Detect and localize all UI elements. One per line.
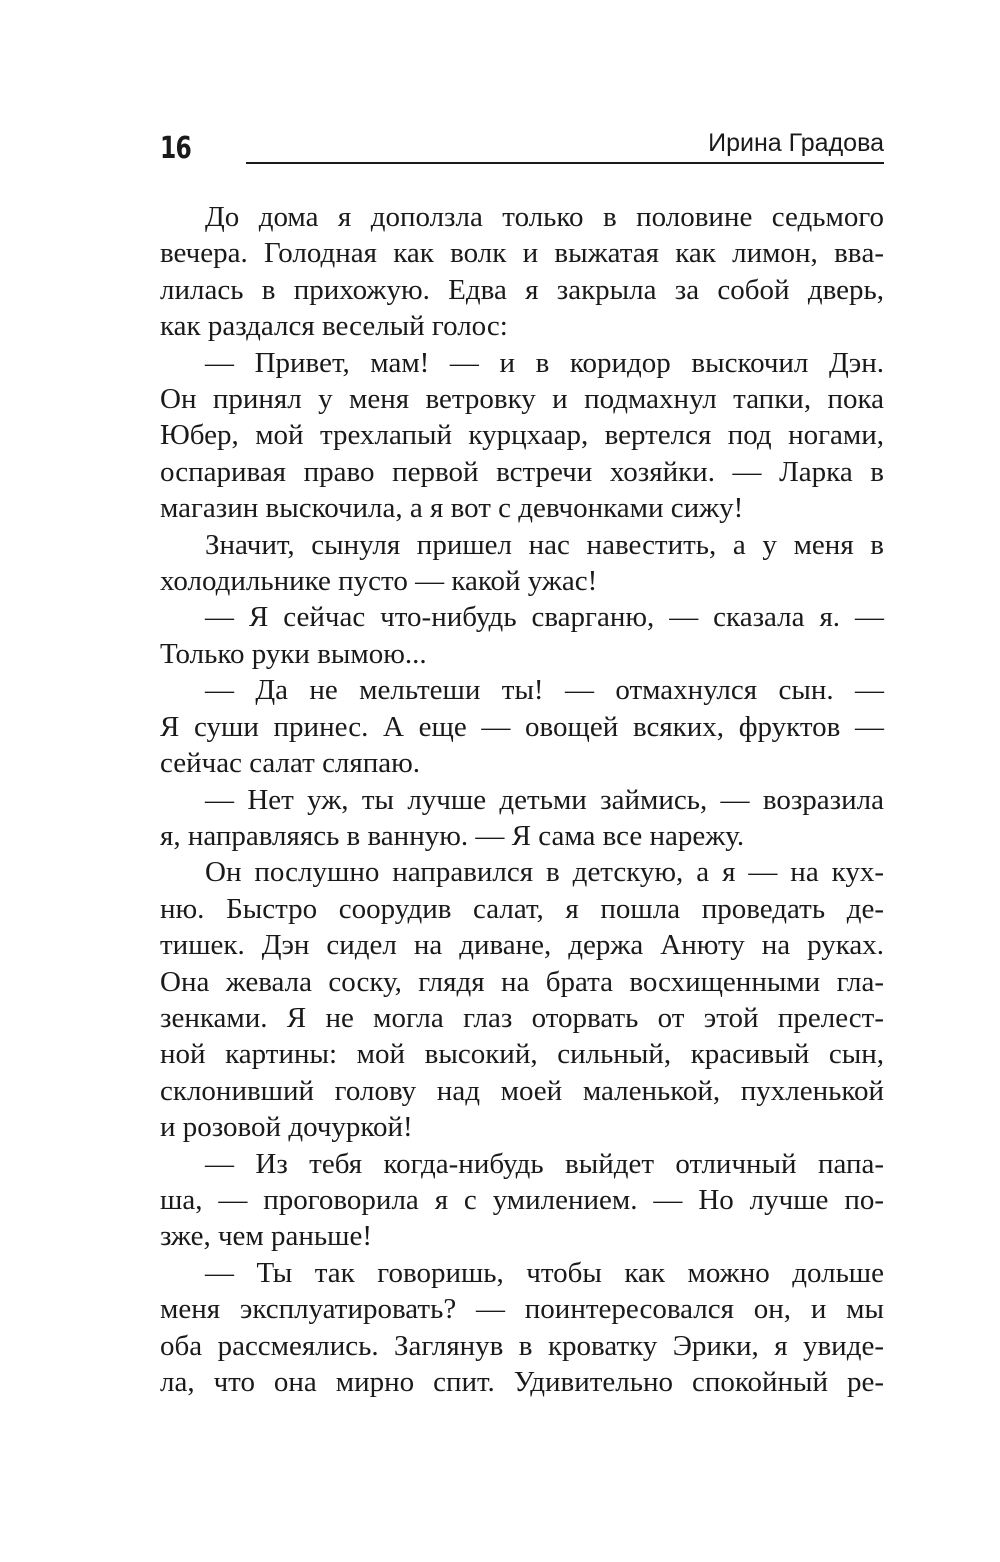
text-line: зже, чем раньше! (160, 1220, 372, 1253)
text-line: сейчас салат сляпаю. (160, 747, 421, 780)
text-line: Он принял у меня ветровку и подмахнул тапки, пока (160, 383, 884, 416)
text-line: и розовой дочуркой! (160, 1111, 413, 1144)
text-line: Я суши принес. А еще — овощей всяких, фруктов — (160, 710, 884, 743)
text-line: Он послушно направился в детскую, а я — на кух- (205, 856, 884, 889)
text-line: ла, что она мирно спит. Удивительно спокойный ре- (160, 1366, 884, 1398)
text-line: магазин выскочила, а я вот с девчонками сижу! (160, 492, 744, 525)
text-line: — Нет уж, ты лучше детьми займись, — возразила (205, 783, 884, 816)
text-line: Юбер, мой трехлапый курцхаар, вертелся под ногами, (160, 419, 884, 452)
text-line: оспаривая право первой встречи хозяйки. — Ларка в (160, 455, 884, 488)
paragraph (160, 672, 884, 781)
text-line: холодильнике пусто — какой ужас! (160, 565, 598, 598)
paragraph (160, 599, 884, 672)
text-line: — Да не мельтеши ты! — отмахнулся сын. — (205, 674, 884, 707)
text-line: я, направляясь в ванную. — Я сама все нарежу. (160, 819, 745, 852)
text-line: — Я сейчас что-нибудь сварганю, — сказала я. — (205, 601, 884, 634)
text-line: склонивший голову над моей маленькой, пухленькой (160, 1074, 884, 1107)
text-line: как раздался веселый голос: (160, 310, 508, 343)
text-line: зенками. Я не могла глаз оторвать от этой прелест- (160, 1001, 884, 1034)
text-line: оба рассмеялись. Заглянув в кроватку Эрики, я увиде- (160, 1329, 884, 1362)
paragraph (160, 1146, 884, 1255)
text-line: — Привет, мам! — и в коридор выскочил Дэн. (205, 346, 884, 379)
page-number: 16 (160, 131, 192, 166)
text-line: Значит, сынуля пришел нас навестить, а у меня в (205, 528, 884, 561)
paragraph (160, 782, 884, 855)
text-line: ной картины: мой высокий, сильный, красивый сын, (160, 1038, 884, 1071)
text-line: меня эксплуатировать? — поинтересовался он, и мы (160, 1293, 884, 1326)
text-line: ша, — проговорила я с умилением. — Но лучше по- (160, 1183, 884, 1216)
text-line: — Из тебя когда-нибудь выйдет отличный папа- (205, 1147, 884, 1180)
text-line: ню. Быстро соорудив салат, я пошла проведать де- (160, 892, 884, 925)
paragraph (160, 199, 884, 345)
text-line: До дома я доползла только в половине седьмого (205, 201, 884, 233)
paragraph (160, 345, 884, 527)
running-head-author: Ирина Градова (708, 129, 884, 157)
text-line: Только руки вымою... (160, 637, 427, 670)
paragraph (160, 1255, 884, 1401)
text-line: вечера. Голодная как волк и выжатая как лимон, ввa- (160, 237, 884, 270)
header-rule (246, 162, 884, 164)
paragraph (160, 527, 884, 600)
text-line: лилась в прихожую. Едва я закрыла за собой дверь, (160, 273, 884, 306)
body-text (160, 199, 884, 1400)
paragraph (160, 854, 884, 1145)
text-line: тишек. Дэн сидел на диване, держа Анюту на руках. (160, 929, 884, 962)
text-line: — Ты так говоришь, чтобы как можно дольше (205, 1256, 884, 1289)
text-line: Она жевала соску, глядя на брата восхищенными гла- (160, 965, 884, 998)
running-header (160, 128, 884, 172)
